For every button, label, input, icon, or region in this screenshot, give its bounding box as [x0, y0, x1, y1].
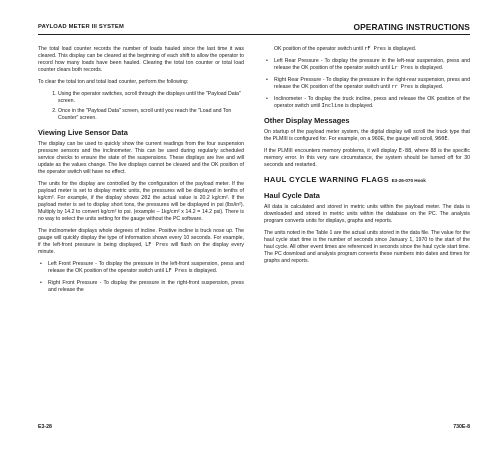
clear-step: 1. Using the operator switches, scroll through the displays until the "Payload Data" screen. — [58, 91, 244, 105]
paragraph-memory-error: If the PLMIII encounters memory problems, it will display E-88, where 88 is the specific memory error. In this very rare circumstance, the system should be turned off for 30 seconds and restarted. — [264, 148, 470, 168]
bullet-left-front-pressure: • Left Front Pressure - To display the pressure in the left-front suspension, press and release the OK position of the operator switch until LF Pres is displayed. — [48, 261, 244, 275]
header-rule — [38, 34, 470, 35]
paragraph-clear-intro: To clear the total ton and total load counter, perform the following: — [38, 79, 189, 85]
bullet-inclinometer: • Inclinometer - To display the truck incline, press and release the OK position of the operator switch until Incline is displayed. — [274, 96, 470, 110]
footer-model: 730E-8 — [453, 424, 470, 430]
clear-step: 2. Once in the "Payload Data" screen, scroll until you reach the "Load and Ton Counter" screen. — [58, 108, 244, 122]
heading-haul-cycle-warning-flags: HAUL CYCLE WARNING FLAGS E3-26-070 Hook — [264, 175, 426, 184]
pressure-bullets-right — [264, 58, 470, 110]
clear-steps-list — [38, 91, 244, 122]
footer-page-number: E3-28 — [38, 424, 52, 430]
display-code-202: 202 — [141, 195, 151, 201]
paragraph-units: The units for the display are controlled by the configuration of the payload meter. If the payload meter is set to display metric units, the pressures will be displayed in tenths of kg/cm². For example, if the display shows 202 the actual value is 20.2 kg/cm². If the payload meter is set to display short tons, the pressures will be displayed in psi (lbs/in²). Multiply by 14.2 to convert kg/cm² to psi. (example – 1kg/cm² x 14.2 = 14.2 psi). There is no way to select the units setting for the gauge without the PC software. — [38, 181, 244, 222]
bullet-left-rear-pressure: • Left Rear Pressure - To display the pressure in the left-rear suspension, press and release the OK position of the operator switch until Lr Pres is displayed. — [274, 58, 470, 72]
left-column — [38, 46, 244, 299]
page-header — [38, 22, 470, 36]
right-column — [264, 46, 470, 270]
paragraph-metric-storage: All data is calculated and stored in metric units within the payload meter. The data is downloaded and stored in metric units within the database on the PC. The analysis program converts units for displays, graphs and reports. — [264, 204, 470, 224]
heading-haul-cycle-data: Haul Cycle Data — [264, 191, 320, 200]
bullet-right-front-pressure: • Right Front Pressure - To display the pressure in the right-front suspension, press and release the — [48, 280, 244, 294]
continuation-right-front: OK position of the operator switch until rF Pres is displayed. — [274, 46, 417, 52]
header-section-title: PAYLOAD METER III SYSTEM — [38, 24, 124, 30]
heading-live-sensor-data: Viewing Live Sensor Data — [38, 128, 128, 137]
paragraph-units-table: The units noted in the Table 1 are the actual units stored in the data file. The value for the haul cycle start time is the number of seconds since January 1, 1970 to the start of the haul cycle. All other event times are referenced in seconds since the haul cycle start time. The PC download and analysis program converts these numbers into dates and times for graphs and reports. — [264, 230, 470, 264]
heading-other-display-messages: Other Display Messages — [264, 116, 350, 125]
pressure-bullets-left — [38, 261, 244, 294]
paragraph-live-display: The display can be used to quickly show the current readings from the four suspension pressure sensors and the inclinometer. This can be used during regularly scheduled service checks to ensure the state of the suspensions. These displays are live and will update as the values change. The live displays cannot be cleared and the OK position of the operator switch will have no effect. — [38, 141, 244, 175]
heading-reference-code: E3-26-070 Hook — [391, 178, 426, 183]
paragraph-inclinometer: The inclinometer displays whole degrees of incline. Positive incline is truck nose up. The gauge will quickly display the type of information shown every 10 seconds. For example, if the left-front pressure is being displayed, LF Pres will flash on the display every minute. — [38, 228, 244, 255]
display-code-lf-pres: LF Pres — [145, 242, 169, 248]
header-chapter-title: OPERATING INSTRUCTIONS — [353, 22, 470, 32]
paragraph-startup: On startup of the payload meter system, the digital display will scroll the truck type that the PLMIII is configured for. For example, on a 960E, the gauge will scroll, 960E. — [264, 129, 470, 142]
paragraph-load-counter: The total load counter records the number of loads hauled since the last time it was cleared. This display can be cleared at the beginning of each shift to allow the operator to record how many loads have been hauled. Clearing the total ton counter or total load counter clears both records. — [38, 46, 244, 73]
bullet-right-rear-pressure: • Right Rear Pressure - To display the pressure in the right-rear suspension, press and release the OK position of the operator switch until rr Pres is displayed. — [274, 77, 470, 91]
